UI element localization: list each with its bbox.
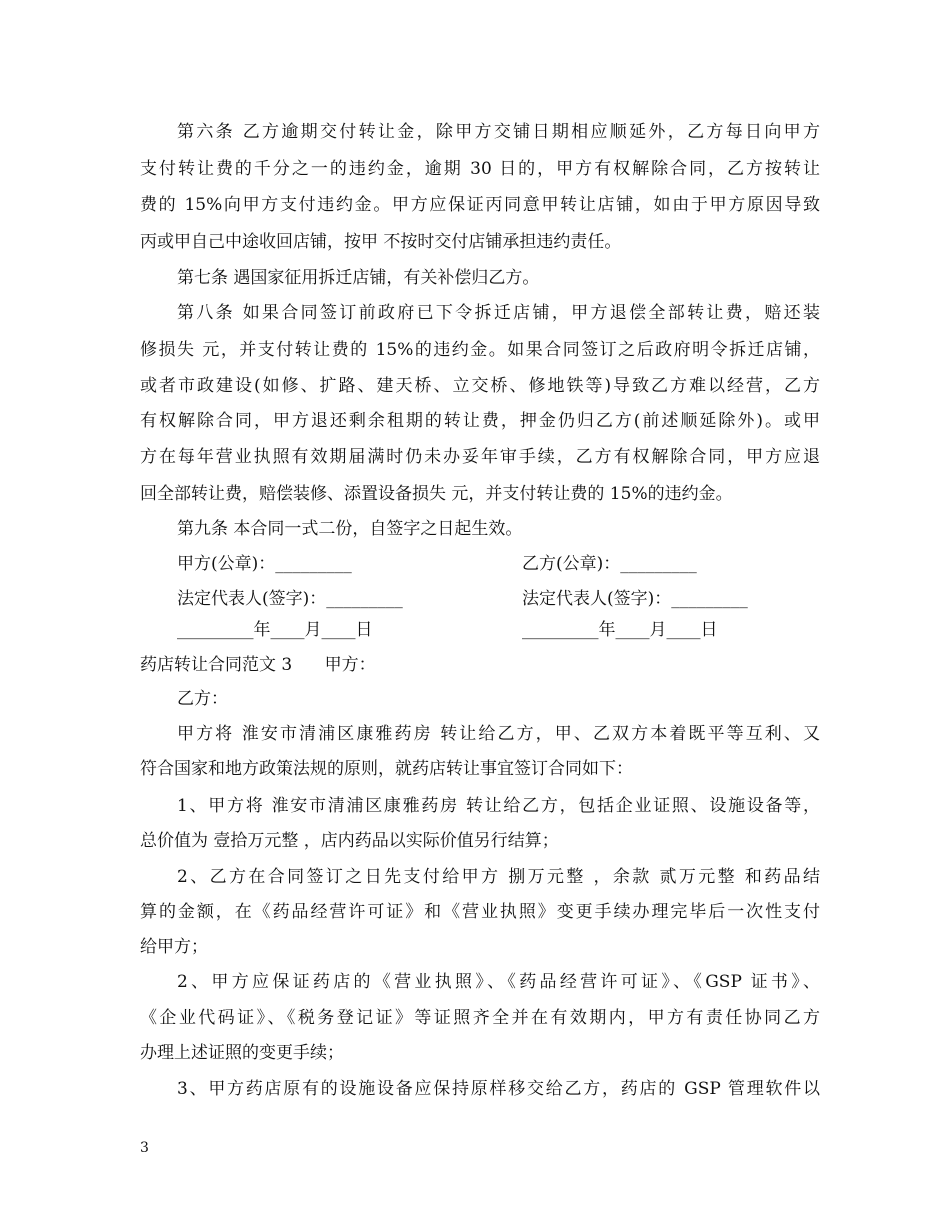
- clause-2b-line-3: 办理上述证照的变更手续；: [140, 1043, 344, 1063]
- preamble-line-1: 甲方将 淮安市清浦区康雅药房 转让给乙方，甲、乙双方本着既平等互利、又: [177, 724, 820, 744]
- article-9-line: 第九条 本合同一式二份，自签字之日起生效。: [177, 519, 523, 539]
- clause-2b-line-1: 2、甲方应保证药店的《营业执照》、《药品经营许可证》、《GSP 证书》、: [177, 972, 820, 992]
- article-8-line-6: 回全部转让费，赔偿装修、添置设备损失 元，并支付转让费的 15%的违约金。: [140, 484, 733, 504]
- article-6-line-2: 支付转让费的千分之一的违约金，逾期 30 日的，甲方有权解除合同，乙方按转让: [140, 159, 820, 179]
- clause-2-line-2: 算的金额，在《药品经营许可证》和《营业执照》变更手续办理完毕后一次性支付: [140, 902, 820, 922]
- clause-2b-line-2: 《企业代码证》、《税务登记证》等证照齐全并在有效期内，甲方有责任协同乙方: [140, 1008, 820, 1028]
- article-8-line-4: 有权解除合同，甲方退还剩余租期的转让费，押金仍归乙方(前述顺延除外)。或甲: [140, 411, 820, 431]
- clause-2-line-3: 给甲方；: [140, 937, 208, 957]
- clause-2-line-1: 2、乙方在合同签订之日先支付给甲方 捌万元整 ，余款 贰万元整 和药品结: [177, 867, 820, 887]
- party-a-representative-field: 法定代表人(签字)：_________: [177, 589, 403, 609]
- article-7-line: 第七条 遇国家征用拆迁店铺，有关补偿归乙方。: [177, 268, 540, 288]
- party-a-seal-field: 甲方(公章)：_________: [177, 554, 352, 574]
- article-6-line-4: 丙或甲自己中途收回店铺，按甲 不按时交付店铺承担违约责任。: [140, 232, 622, 252]
- article-8-line-3: 或者市政建设(如修、扩路、建天桥、立交桥、修地铁等)导致乙方难以经营，乙方: [140, 376, 820, 396]
- article-6-line-3: 费的 15%向甲方支付违约金。甲方应保证丙同意甲转让店铺，如由于甲方原因导致: [140, 195, 820, 215]
- party-a-date-field: _________年____月____日: [177, 620, 373, 640]
- party-b-seal-field: 乙方(公章)：_________: [522, 554, 697, 574]
- article-8-line-1: 第八条 如果合同签订前政府已下令拆迁店铺，甲方退偿全部转让费，赔还装: [177, 303, 820, 323]
- clause-3-line-1: 3、甲方药店原有的设施设备应保持原样移交给乙方，药店的 GSP 管理软件以: [177, 1079, 820, 1099]
- preamble-line-2: 符合国家和地方政策法规的原则，就药店转让事宜签订合同如下：: [140, 759, 633, 779]
- party-b-line: 乙方：: [177, 689, 228, 709]
- party-b-representative-field: 法定代表人(签字)：_________: [522, 589, 748, 609]
- page-number: 3: [140, 1140, 149, 1156]
- party-b-date-field: _________年____月____日: [522, 620, 718, 640]
- article-6-line-1: 第六条 乙方逾期交付转让金，除甲方交铺日期相应顺延外，乙方每日向甲方: [177, 122, 820, 142]
- clause-1-line-2: 总价值为 壹拾万元整 ，店内药品以实际价值另行结算；: [140, 831, 559, 851]
- article-8-line-2: 修损失 元，并支付转让费的 15%的违约金。如果合同签订之后政府明令拆迁店铺，: [140, 340, 820, 360]
- clause-1-line-1: 1、甲方将 淮安市清浦区康雅药房 转让给乙方，包括企业证照、设施设备等，: [177, 796, 820, 816]
- contract-3-heading: 药店转让合同范文 3 甲方：: [140, 655, 376, 675]
- article-8-line-5: 方在每年营业执照有效期届满时仍未办妥年审手续，乙方有权解除合同，甲方应退: [140, 447, 820, 467]
